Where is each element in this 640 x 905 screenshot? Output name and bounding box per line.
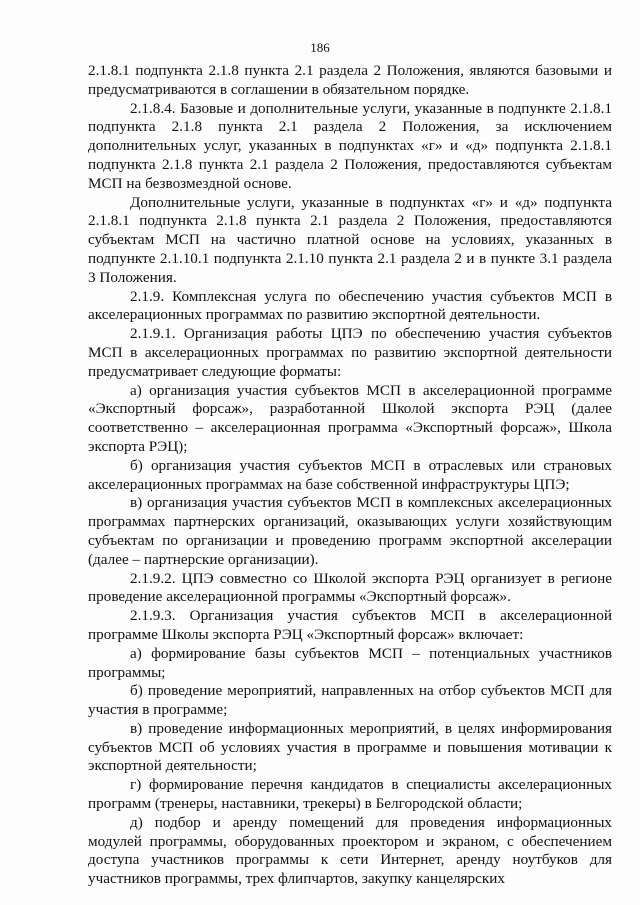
paragraph-p05: 2.1.9.1. Организация работы ЦПЭ по обеспечению участия субъектов МСП в акселерационных программах по развитию экспортной деятельности предусматривает следующие форматы: (88, 325, 612, 380)
paragraph-p13: в) проведение информационных мероприятий, в целях информирования субъектов МСП об условиях участия в программе и повышения мотивации к экспортной деятельности; (88, 719, 612, 775)
paragraph-p06: а) организация участия субъектов МСП в акселерационной программе «Экспортный форсаж», разработанной Школой экспорта РЭЦ (далее соответственно – акселерационная программа «Экспортный форсаж», Школа экспорта РЭЦ); (88, 381, 612, 455)
paragraph-p02: 2.1.8.4. Базовые и дополнительные услуги, указанные в подпункте 2.1.8.1 подпункта 2.1.8 пункта 2.1 раздела 2 Положения, за исключением дополнительных услуг, указанных в подпунктах «г» и «д» подпункта 2.1.8.1 подпункта 2.1.8 пункта 2.1 раздела 2 Положения, предоставляются субъектам МСП на безвозмездной основе. (88, 99, 612, 192)
page-number: 186 (310, 40, 330, 55)
paragraph-p09: 2.1.9.2. ЦПЭ совместно со Школой экспорта РЭЦ организует в регионе проведение акселерационной программы «Экспортный форсаж». (88, 569, 612, 606)
document-body (88, 62, 612, 889)
paragraph-p12: б) проведение мероприятий, направленных на отбор субъектов МСП для участия в программе; (88, 682, 612, 719)
paragraph-p08: в) организация участия субъектов МСП в комплексных акселерационных программах партнерских организаций, оказывающих услуги хозяйствующим субъектам по организации и проведению программ экспортной акселерации (далее – партнерские организации). (88, 494, 612, 568)
paragraph-p11: а) формирование базы субъектов МСП – потенциальных участников программы; (88, 644, 612, 681)
paragraph-p10: 2.1.9.3. Организация участия субъектов МСП в акселерационной программе Школы экспорта РЭЦ «Экспортный форсаж» включает: (88, 607, 612, 643)
paragraph-p01: 2.1.8.1 подпункта 2.1.8 пункта 2.1 раздела 2 Положения, являются базовыми и предусматриваются в соглашении в обязательном порядке. (88, 62, 612, 98)
paragraph-p15: д) подбор и аренду помещений для проведения информационных модулей программы, оборудованных проектором и экраном, с обеспечением доступа участников программы к сети Интернет, аренду ноутбуков для участников программы, трех флипчартов, закупку канцелярских (88, 813, 612, 888)
paragraph-p07: б) организация участия субъектов МСП в отраслевых или страновых акселерационных программах на базе собственной инфраструктуры ЦПЭ; (88, 456, 612, 493)
paragraph-p04: 2.1.9. Комплексная услуга по обеспечению участия субъектов МСП в акселерационных программах по развитию экспортной деятельности. (88, 287, 612, 324)
paragraph-p14: г) формирование перечня кандидатов в специалисты акселерационных программ (тренеры, наставники, трекеры) в Белгородской области; (88, 776, 612, 813)
paragraph-p03: Дополнительные услуги, указанные в подпунктах «г» и «д» подпункта 2.1.8.1 подпункта 2.1.8 пункта 2.1 раздела 2 Положения, предоставляются субъектам МСП на частично платной основе на условиях, указанных в подпункте 2.1.10.1 подпункта 2.1.10 пункта 2.1 раздела 2 и в пункте 3.1 раздела 3 Положения. (88, 193, 612, 286)
